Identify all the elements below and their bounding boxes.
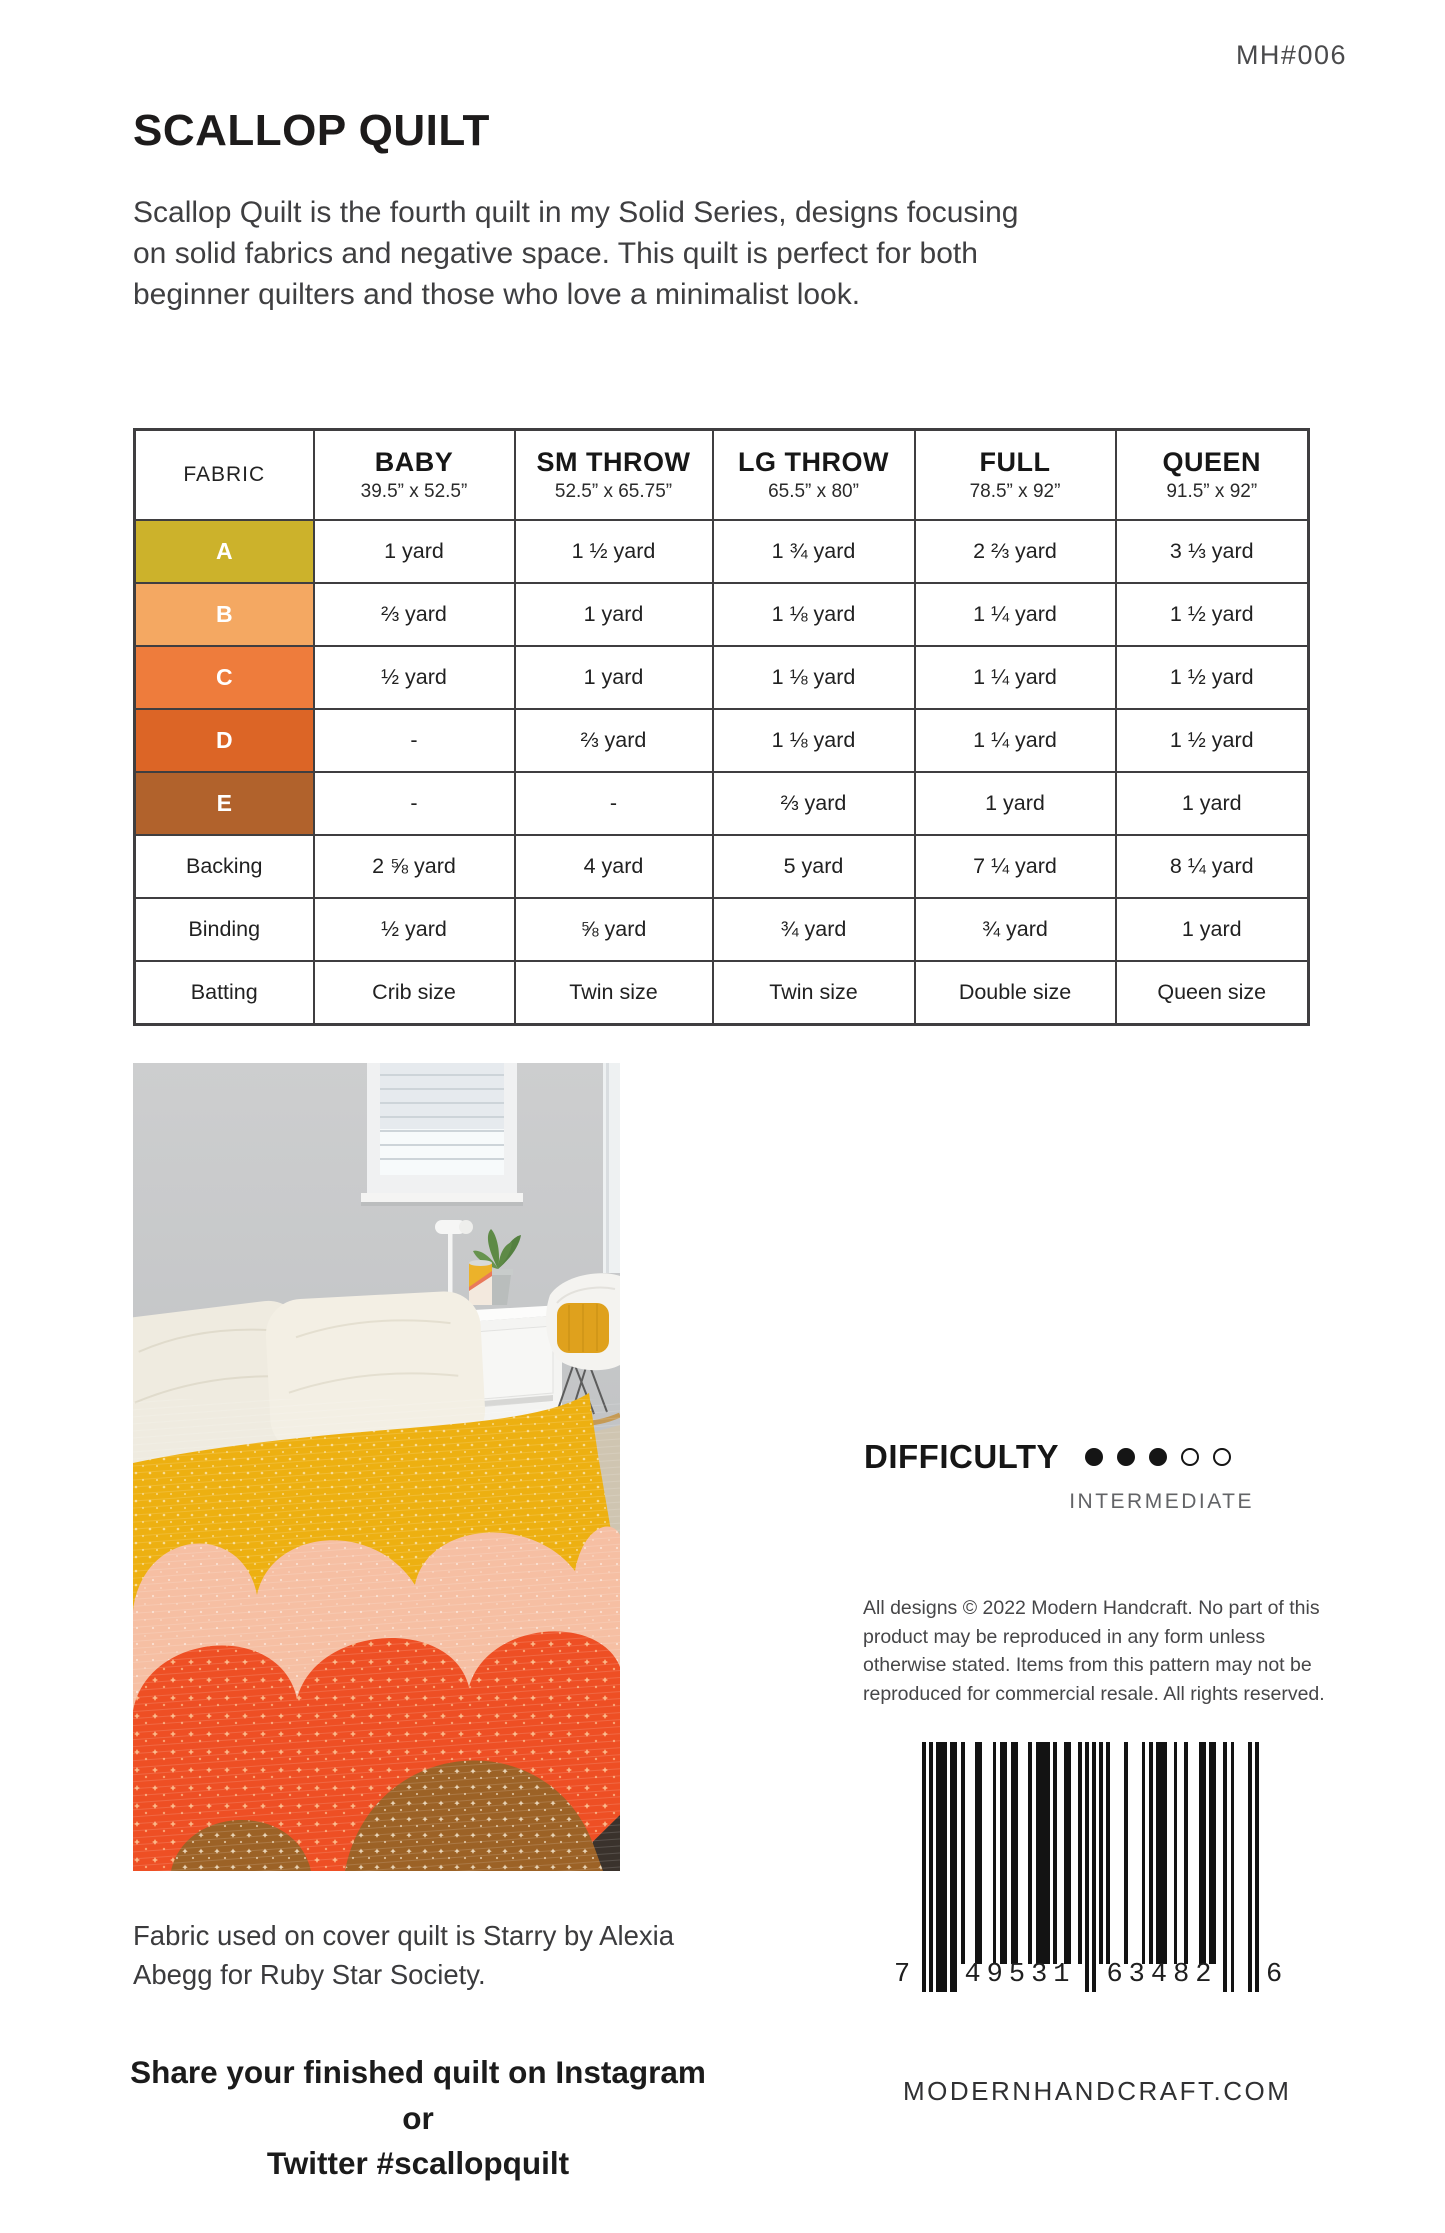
difficulty-dot-filled [1149, 1448, 1167, 1466]
difficulty-dot-filled [1085, 1448, 1103, 1466]
pattern-code: MH#006 [1235, 40, 1347, 70]
row-label-backing: Backing [135, 835, 314, 898]
fabric-cell: Queen size [1116, 961, 1309, 1025]
share-line1: Share your finished quilt on Instagram or [130, 2054, 706, 2136]
column-header-sm-throw: SM THROW 52.5” x 65.75” [515, 430, 713, 521]
share-callout [118, 2050, 718, 2187]
fabric-cell: 1 ½ yard [515, 520, 713, 583]
difficulty-dot-empty [1213, 1448, 1231, 1466]
fabric-cell: 1 ⅛ yard [713, 583, 915, 646]
fabric-requirements-table [133, 428, 1310, 1026]
photo-caption [133, 1916, 713, 1994]
fabric-cell: ½ yard [314, 646, 515, 709]
row-label-binding: Binding [135, 898, 314, 961]
fabric-cell: 5 yard [713, 835, 915, 898]
difficulty-dots [1085, 1448, 1231, 1466]
fabric-cell: 1 ¼ yard [915, 583, 1116, 646]
fabric-cell: 8 ¼ yard [1116, 835, 1309, 898]
table-header-row [135, 430, 1309, 521]
mug [469, 1260, 492, 1305]
row-label-c: C [135, 646, 314, 709]
photo-caption-line1: Fabric used on cover quilt is Starry by Alexia Abegg [133, 1920, 675, 1991]
column-header-lg-throw: LG THROW 65.5” x 80” [713, 430, 915, 521]
share-line2: Twitter #scallopquilt [266, 2145, 570, 2182]
barcode [894, 1742, 1283, 2037]
row-label-b: B [135, 583, 314, 646]
fabric-cell: 4 yard [515, 835, 713, 898]
fabric-cell: 1 ½ yard [1116, 583, 1309, 646]
difficulty-dot-filled [1117, 1448, 1135, 1466]
row-label-batting: Batting [135, 961, 314, 1025]
fabric-cell: 1 ⅛ yard [713, 646, 915, 709]
column-header-fabric: FABRIC [135, 430, 314, 521]
fabric-row [135, 520, 1309, 583]
fabric-cell: 7 ¼ yard [915, 835, 1116, 898]
website-url: MODERNHANDCRAFT.COM [903, 2076, 1292, 2106]
barcode-group1: 49531 [964, 1960, 1076, 1990]
fabric-cell: 1 yard [1116, 898, 1309, 961]
fabric-cell: Twin size [515, 961, 713, 1025]
fabric-cell: ¾ yard [915, 898, 1116, 961]
copyright-text: All designs © 2022 Modern Handcraft. No part of this product may be reproduced in any form unless otherwise stated. Items from this pattern may not be reproduced for commercial resale. All rights reserved. [863, 1597, 1325, 1705]
fabric-row [135, 835, 1309, 898]
row-label-e: E [135, 772, 314, 835]
column-header-full: FULL 78.5” x 92” [915, 430, 1116, 521]
fabric-cell: 1 yard [515, 583, 713, 646]
fabric-cell: Twin size [713, 961, 915, 1025]
fabric-row [135, 583, 1309, 646]
fabric-row [135, 772, 1309, 835]
fabric-cell: Crib size [314, 961, 515, 1025]
row-label-a: A [135, 520, 314, 583]
quilt [133, 1393, 620, 1871]
fabric-cell: - [515, 772, 713, 835]
barcode-bars [922, 1742, 1260, 1992]
fabric-row [135, 709, 1309, 772]
barcode-bar [1255, 1742, 1259, 1992]
fabric-cell: ⅔ yard [314, 583, 515, 646]
fabric-cell: 1 yard [314, 520, 515, 583]
barcode-left-digit: 7 [894, 1960, 911, 1990]
column-header-baby: BABY 39.5” x 52.5” [314, 430, 515, 521]
window [361, 1063, 523, 1206]
fabric-cell: 2 ⅔ yard [915, 520, 1116, 583]
table-body [135, 520, 1309, 1025]
fabric-cell: ⅝ yard [515, 898, 713, 961]
photo-caption-line2: for Ruby Star Society. [220, 1959, 486, 1991]
difficulty-label: DIFFICULTY [864, 1438, 1060, 1475]
fabric-cell: ⅔ yard [515, 709, 713, 772]
page-title: SCALLOP QUILT [133, 106, 490, 155]
fabric-cell: 1 ½ yard [1116, 709, 1309, 772]
pattern-description: Scallop Quilt is the fourth quilt in my Solid Series, designs focusing on solid fabrics and negative space. This quilt is perfect for both beginner quilters and those who love a minimalist look. [133, 196, 1019, 312]
fabric-cell: ½ yard [314, 898, 515, 961]
difficulty-sublabel: INTERMEDIATE [1069, 1490, 1254, 1513]
fabric-cell: 1 ¾ yard [713, 520, 915, 583]
fabric-cell: 1 ¼ yard [915, 709, 1116, 772]
fabric-row [135, 898, 1309, 961]
fabric-cell: ⅔ yard [713, 772, 915, 835]
row-label-d: D [135, 709, 314, 772]
cover-photo [133, 1063, 620, 1871]
fabric-cell: 1 yard [915, 772, 1116, 835]
bedroom-scene [133, 1063, 620, 1871]
difficulty-dot-empty [1181, 1448, 1199, 1466]
barcode-right-digit: 6 [1266, 1960, 1283, 1990]
fabric-cell: 1 ¼ yard [915, 646, 1116, 709]
side-window [603, 1063, 620, 1273]
fabric-cell: 2 ⅝ yard [314, 835, 515, 898]
fabric-cell: - [314, 709, 515, 772]
fabric-row [135, 646, 1309, 709]
fabric-cell: 1 ⅛ yard [713, 709, 915, 772]
fabric-cell: 1 yard [1116, 772, 1309, 835]
fabric-cell: 3 ⅓ yard [1116, 520, 1309, 583]
fabric-cell: 1 ½ yard [1116, 646, 1309, 709]
column-header-queen: QUEEN 91.5” x 92” [1116, 430, 1309, 521]
fabric-cell: 1 yard [515, 646, 713, 709]
fabric-cell: ¾ yard [713, 898, 915, 961]
difficulty-row [864, 1438, 1231, 1476]
fabric-row [135, 961, 1309, 1025]
fabric-cell: - [314, 772, 515, 835]
quilting-lines [133, 1399, 620, 1871]
fabric-cell: Double size [915, 961, 1116, 1025]
barcode-group2: 63482 [1106, 1960, 1218, 1990]
